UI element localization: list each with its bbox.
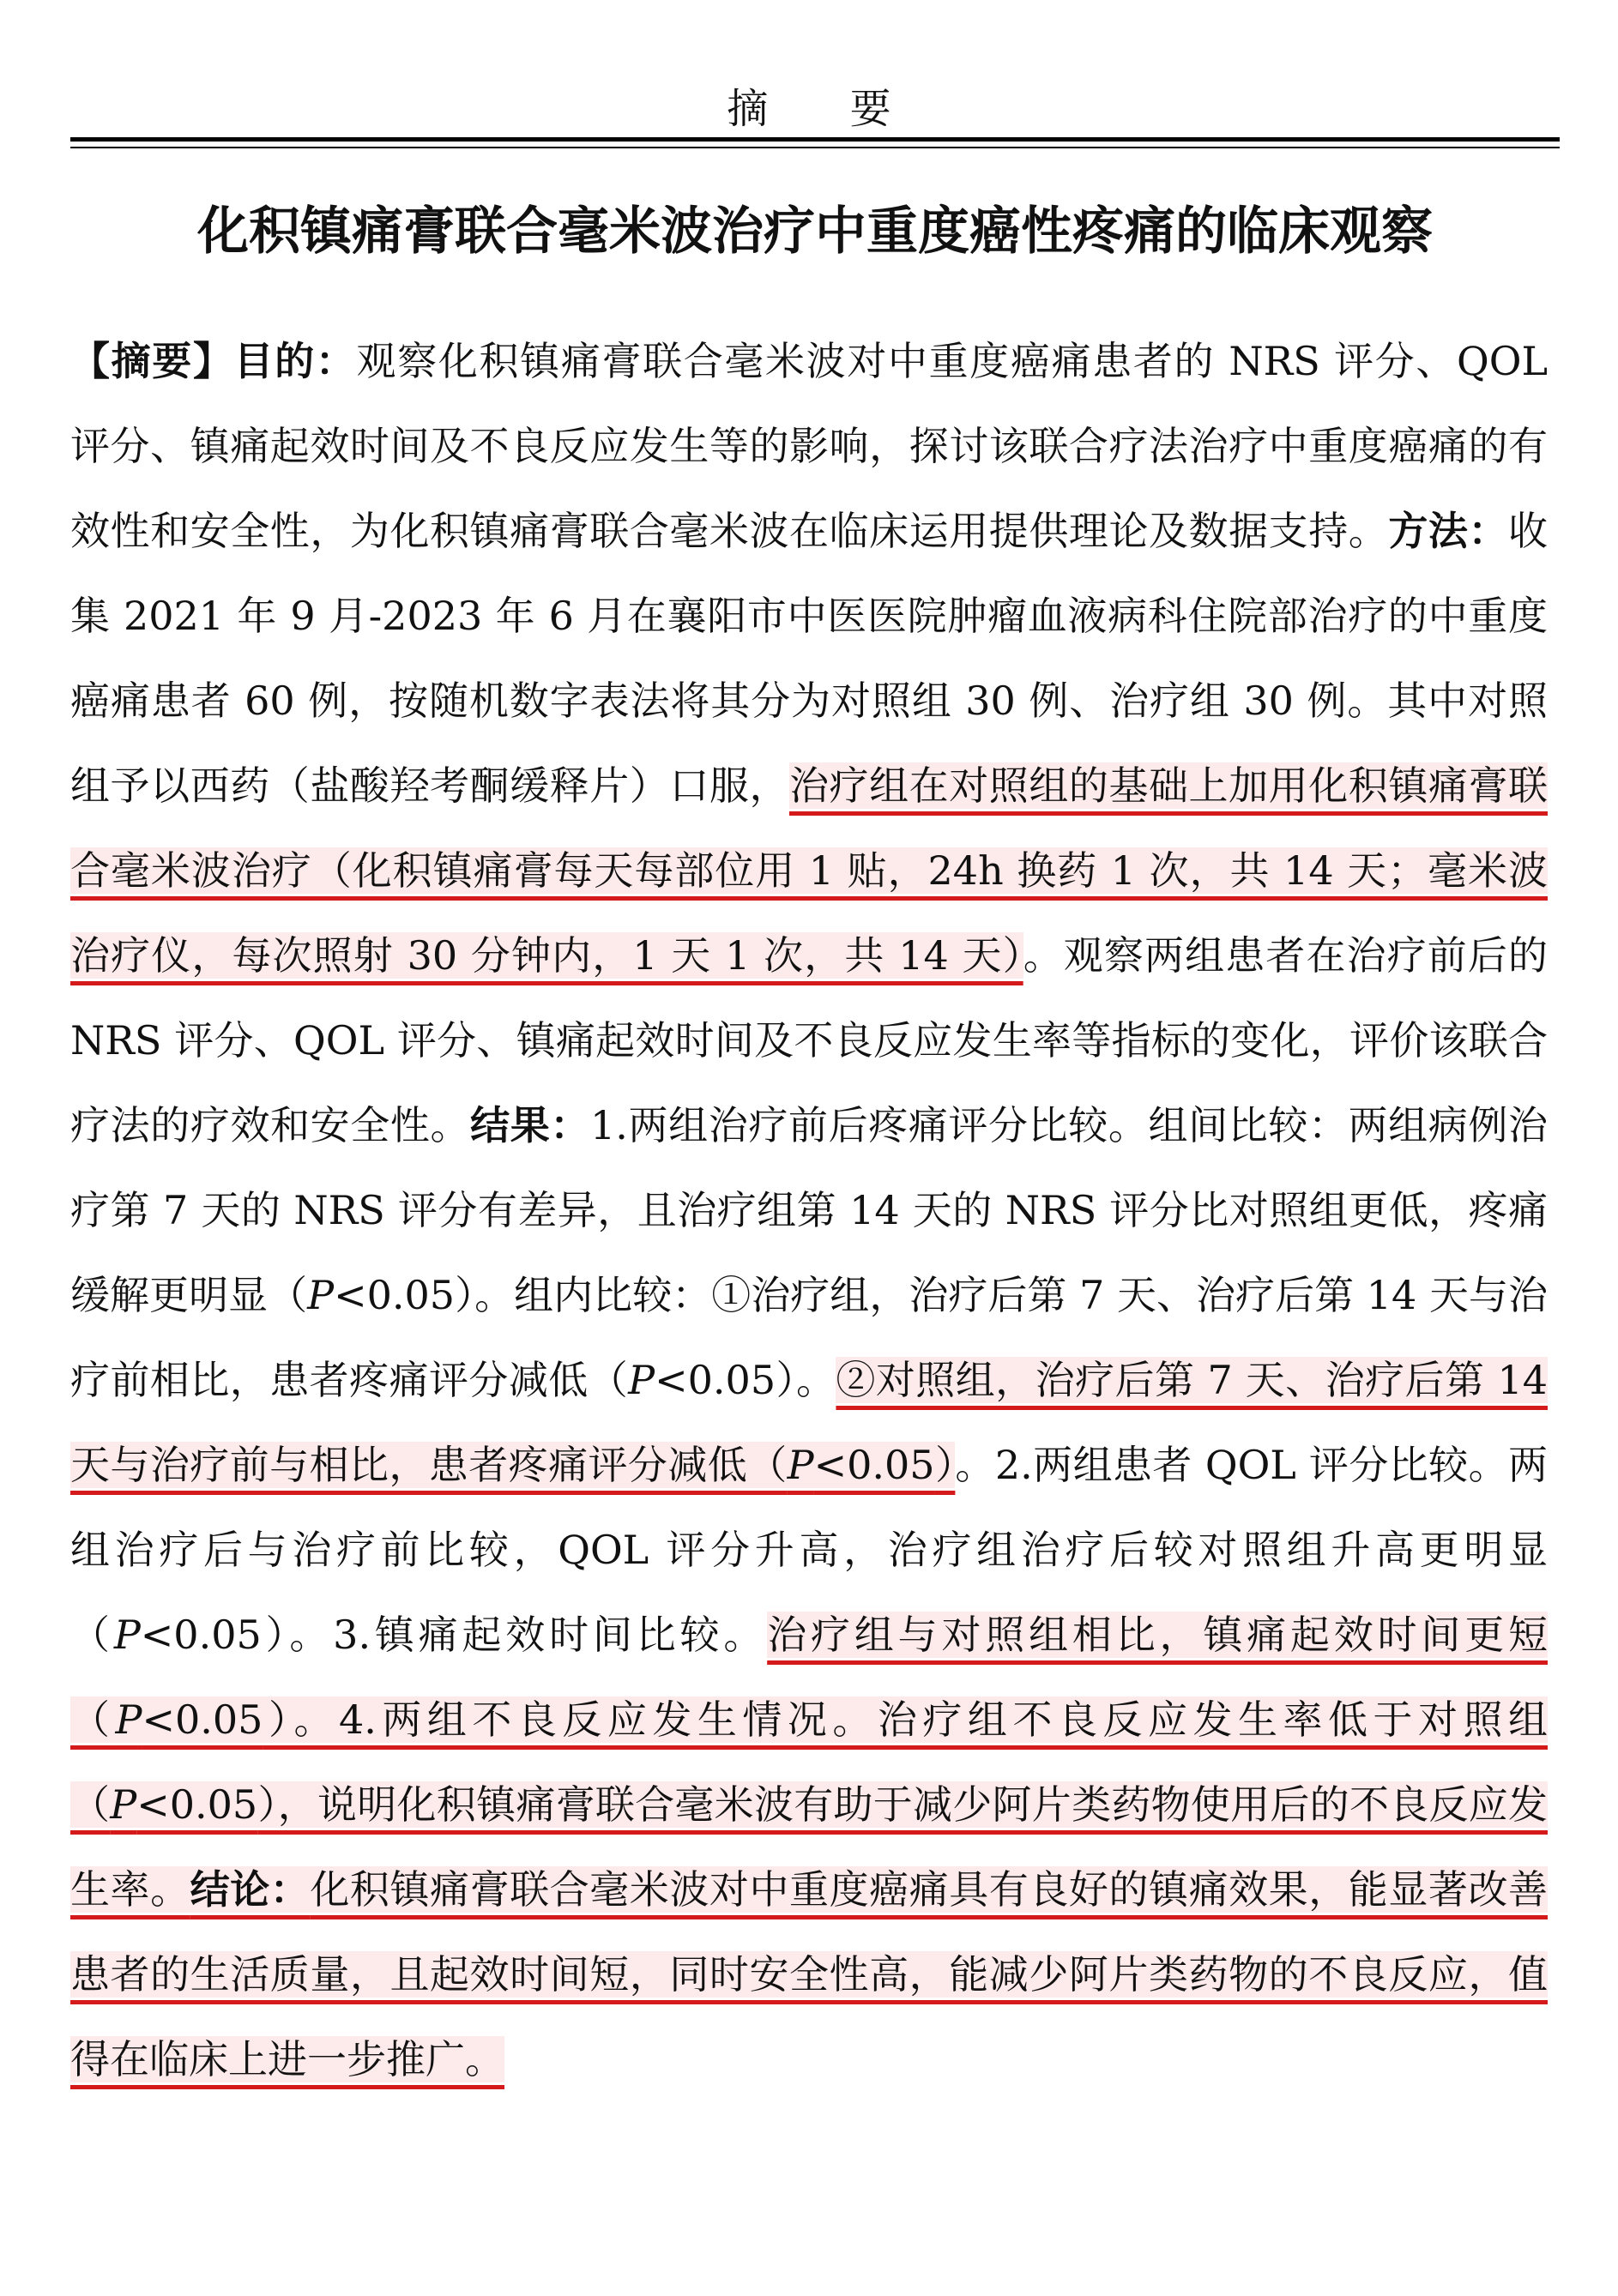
result-text: ）。 xyxy=(776,1357,836,1403)
paper-title: 化积镇痛膏联合毫米波治疗中重度癌性疼痛的临床观察 xyxy=(197,202,1433,262)
result-text: 1.两组治疗前后疼痛评分比较。组间比较：两组病例治疗第 7 天的 NRS 评分有差异，且治疗组第 14 天的 NRS 评分比对照组更低，疼痛缓解更明显（ xyxy=(70,1102,1549,1318)
p-value: <0.05 xyxy=(334,1272,456,1318)
p-symbol: P xyxy=(115,1696,142,1743)
p-symbol: P xyxy=(628,1357,655,1403)
p-symbol: P xyxy=(307,1272,335,1318)
section-header: 摘 要 xyxy=(727,85,926,133)
result-text: ）。组内比较：①治疗组，治疗后第 7 天、治疗后第 14 天与治疗前相比，患者疼痛评分减低（ xyxy=(70,1272,1548,1403)
purpose-text: 观察化积镇痛膏联合毫米波对中重度癌痛患者的 NRS 评分、QOL 评分、镇痛起效时间及不良反应发生等的影响，探讨该联合疗法治疗中重度癌痛的有效性和安全性，为化积镇痛膏联合毫米波在临床运用提供理论及数据支持。 xyxy=(70,338,1549,554)
purpose-label: 目的： xyxy=(233,338,357,384)
result-text: ）。3.镇痛起效时间比较。 xyxy=(261,1612,768,1658)
p-value: <0.05 xyxy=(136,1781,258,1828)
p-value: <0.05 xyxy=(813,1442,935,1488)
p-symbol: P xyxy=(787,1442,814,1488)
result-text: 。2.两组患者 QOL 评分比较。两组治疗后与治疗前比较，QOL 评分升高，治疗组治疗后较对照组升高更明显（ xyxy=(70,1442,1549,1658)
result-highlight-text: ）。4.两组不良反应发生情况。治疗组不良反应发生率低于对照组（ xyxy=(70,1696,1549,1828)
conclusion-label: 结论： xyxy=(190,1866,311,1913)
abstract-heading: 【摘要】 xyxy=(70,338,234,384)
result-highlight-text: ②对照组，治疗后第 7 天、治疗后第 14 天与治疗前与相比，患者疼痛评分减低（ xyxy=(70,1357,1549,1488)
p-symbol: P xyxy=(110,1781,137,1828)
conclusion-text: 化积镇痛膏联合毫米波对中重度癌痛具有良好的镇痛效果，能显著改善患者的生活质量，且起效时间短，同时安全性高，能减少阿片类药物的不良反应，值得在临床上进一步推广。 xyxy=(70,1866,1549,2082)
result-label: 结果： xyxy=(470,1102,590,1148)
p-value: <0.05 xyxy=(140,1612,262,1658)
result-highlight-text: ），说明化积镇痛膏联合毫米波有助于减少阿片类药物使用后的不良反应发生率。 xyxy=(70,1781,1549,1913)
method-text: 收集 2021 年 9 月-2023 年 6 月在襄阳市中医医院肿瘤血液病科住院部治疗的中重度癌痛患者 60 例，按随机数字表法将其分为对照组 30 例、治疗组 30 例。其中对照组予以西药（盐酸羟考酮缓释片）口服， xyxy=(70,508,1549,809)
result-highlight-text: ） xyxy=(934,1442,956,1488)
p-symbol: P xyxy=(113,1612,141,1658)
abstract-body xyxy=(70,319,1548,2102)
header-rule-thick xyxy=(70,137,1560,142)
header-rule-thin xyxy=(70,147,1560,148)
method-label: 方法： xyxy=(1388,508,1509,554)
p-value: <0.05 xyxy=(655,1357,776,1403)
result-highlight-text: 治疗组与对照组相比，镇痛起效时间更短（ xyxy=(70,1612,1548,1743)
p-value: <0.05 xyxy=(142,1696,263,1743)
method-text-continued: 。观察两组患者在治疗前后的 NRS 评分、QOL 评分、镇痛起效时间及不良反应发生率等指标的变化，评价该联合疗法的疗效和安全性。 xyxy=(70,932,1548,1148)
result-conclusion-highlight xyxy=(70,1612,1548,2082)
method-highlight: 治疗组在对照组的基础上加用化积镇痛膏联合毫米波治疗（化积镇痛膏每天每部位用 1 贴，24h 换药 1 次，共 14 天；毫米波治疗仪，每次照射 30 分钟内，1 天 1 次，共 14 天） xyxy=(70,762,1549,979)
